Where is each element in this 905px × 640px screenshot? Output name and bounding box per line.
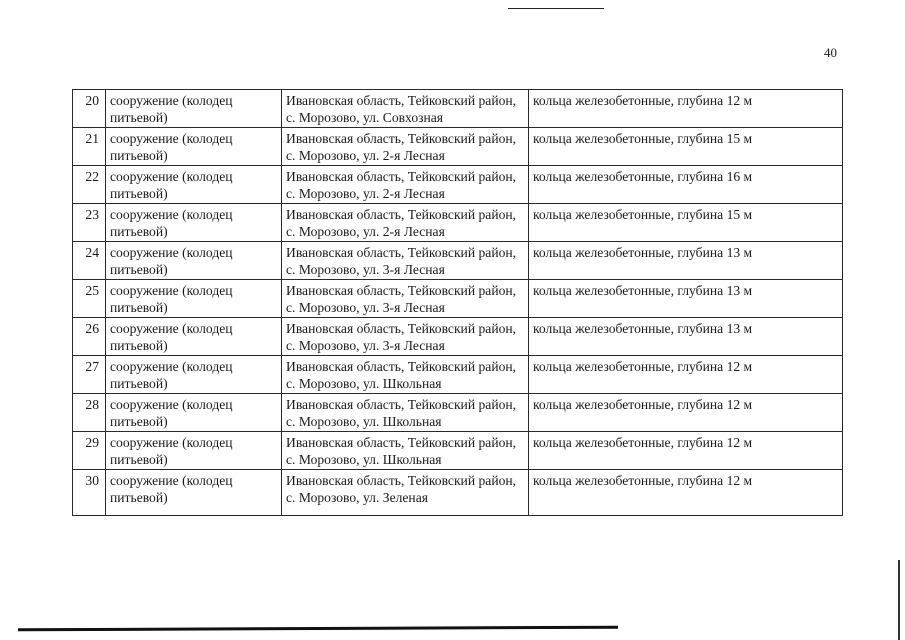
object-type: сооружение (колодец питьевой) bbox=[106, 356, 282, 394]
table-row bbox=[73, 166, 843, 204]
object-specs: кольца железобетонные, глубина 12 м bbox=[529, 394, 843, 432]
row-number: 22 bbox=[73, 166, 106, 204]
row-number: 26 bbox=[73, 318, 106, 356]
object-type: сооружение (колодец питьевой) bbox=[106, 470, 282, 516]
object-specs: кольца железобетонные, глубина 15 м bbox=[529, 204, 843, 242]
object-specs: кольца железобетонные, глубина 12 м bbox=[529, 356, 843, 394]
table-row bbox=[73, 128, 843, 166]
row-number: 27 bbox=[73, 356, 106, 394]
object-type: сооружение (колодец питьевой) bbox=[106, 128, 282, 166]
object-address: Ивановская область, Тейковский район, с. Морозово, ул. Школьная bbox=[282, 394, 529, 432]
object-type: сооружение (колодец питьевой) bbox=[106, 242, 282, 280]
scan-edge-right bbox=[898, 560, 900, 640]
table-row bbox=[73, 280, 843, 318]
object-specs: кольца железобетонные, глубина 12 м bbox=[529, 432, 843, 470]
row-number: 29 bbox=[73, 432, 106, 470]
row-number: 23 bbox=[73, 204, 106, 242]
object-specs: кольца железобетонные, глубина 12 м bbox=[529, 470, 843, 516]
object-address: Ивановская область, Тейковский район, с. Морозово, ул. 2-я Лесная bbox=[282, 166, 529, 204]
table-row bbox=[73, 318, 843, 356]
object-type: сооружение (колодец питьевой) bbox=[106, 204, 282, 242]
object-type: сооружение (колодец питьевой) bbox=[106, 280, 282, 318]
object-specs: кольца железобетонные, глубина 13 м bbox=[529, 242, 843, 280]
page-number: 40 bbox=[824, 45, 837, 60]
object-address: Ивановская область, Тейковский район, с. Морозово, ул. Зеленая bbox=[282, 470, 529, 516]
row-number: 21 bbox=[73, 128, 106, 166]
table-row bbox=[73, 356, 843, 394]
table-row bbox=[73, 470, 843, 516]
object-specs: кольца железобетонные, глубина 13 м bbox=[529, 280, 843, 318]
object-type: сооружение (колодец питьевой) bbox=[106, 432, 282, 470]
object-type: сооружение (колодец питьевой) bbox=[106, 318, 282, 356]
row-number: 24 bbox=[73, 242, 106, 280]
object-specs: кольца железобетонные, глубина 16 м bbox=[529, 166, 843, 204]
table-row bbox=[73, 242, 843, 280]
object-address: Ивановская область, Тейковский район, с. Морозово, ул. Школьная bbox=[282, 432, 529, 470]
row-number: 30 bbox=[73, 470, 106, 516]
row-number: 28 bbox=[73, 394, 106, 432]
object-address: Ивановская область, Тейковский район, с. Морозово, ул. Школьная bbox=[282, 356, 529, 394]
object-specs: кольца железобетонные, глубина 13 м bbox=[529, 318, 843, 356]
object-address: Ивановская область, Тейковский район, с. Морозово, ул. 2-я Лесная bbox=[282, 204, 529, 242]
scan-edge-bottom bbox=[18, 626, 618, 632]
object-address: Ивановская область, Тейковский район, с. Морозово, ул. 3-я Лесная bbox=[282, 280, 529, 318]
table-row bbox=[73, 432, 843, 470]
table-row bbox=[73, 204, 843, 242]
header-rule bbox=[508, 8, 604, 9]
wells-table bbox=[72, 89, 843, 516]
table-row bbox=[73, 90, 843, 128]
object-address: Ивановская область, Тейковский район, с. Морозово, ул. Совхозная bbox=[282, 90, 529, 128]
row-number: 25 bbox=[73, 280, 106, 318]
object-address: Ивановская область, Тейковский район, с. Морозово, ул. 3-я Лесная bbox=[282, 318, 529, 356]
object-specs: кольца железобетонные, глубина 15 м bbox=[529, 128, 843, 166]
object-type: сооружение (колодец питьевой) bbox=[106, 90, 282, 128]
object-type: сооружение (колодец питьевой) bbox=[106, 166, 282, 204]
row-number: 20 bbox=[73, 90, 106, 128]
table-row bbox=[73, 394, 843, 432]
object-address: Ивановская область, Тейковский район, с. Морозово, ул. 3-я Лесная bbox=[282, 242, 529, 280]
object-address: Ивановская область, Тейковский район, с. Морозово, ул. 2-я Лесная bbox=[282, 128, 529, 166]
object-specs: кольца железобетонные, глубина 12 м bbox=[529, 90, 843, 128]
object-type: сооружение (колодец питьевой) bbox=[106, 394, 282, 432]
